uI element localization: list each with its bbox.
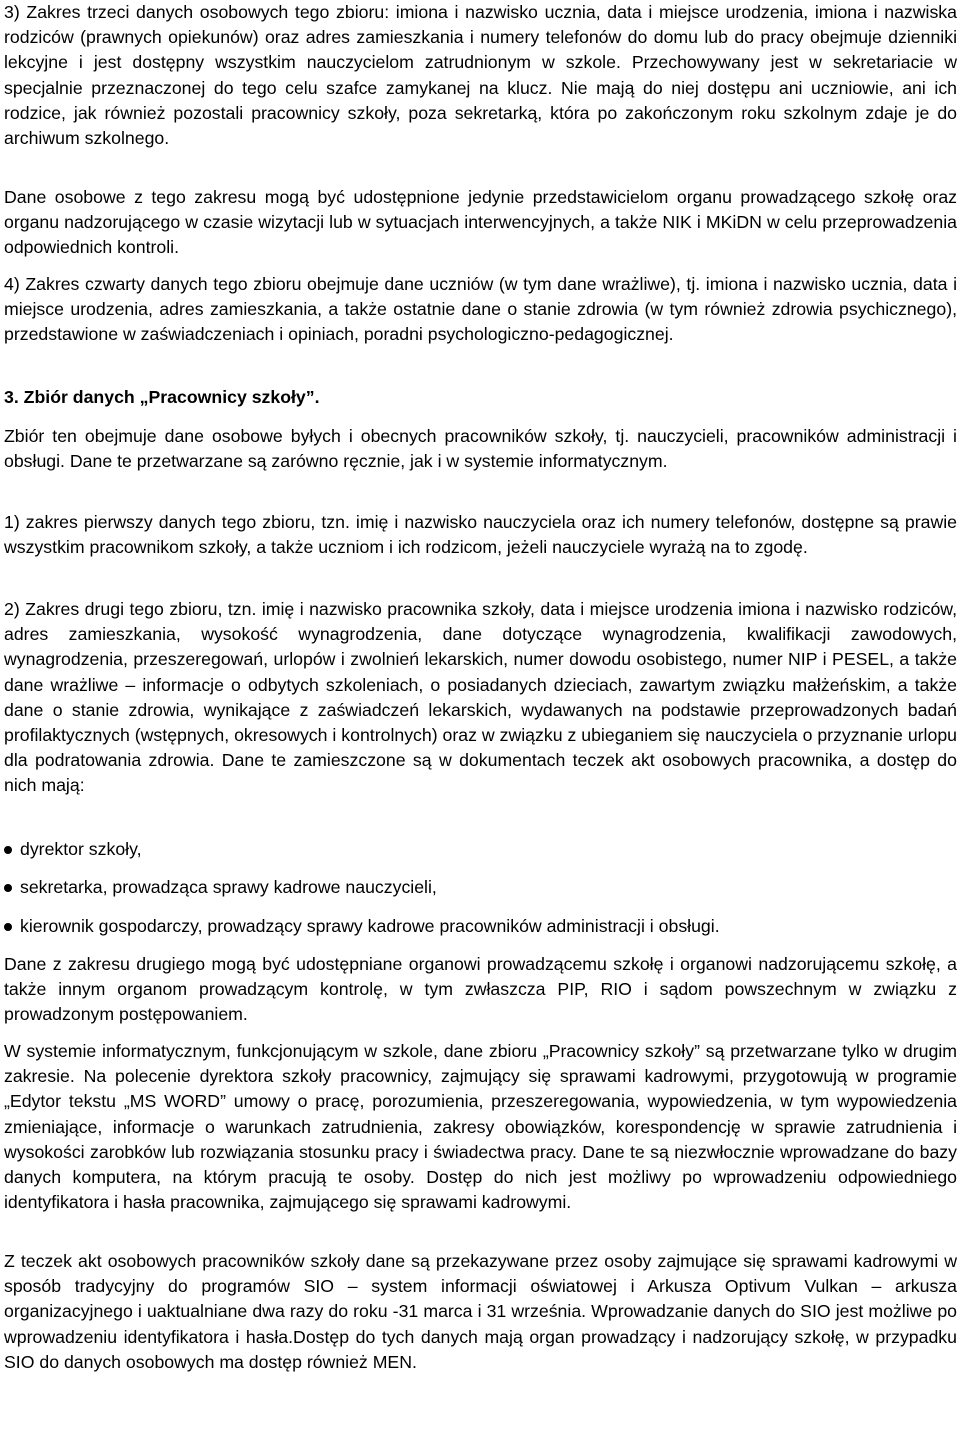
paragraph-zakres-drugi: 2) Zakres drugi tego zbioru, tzn. imię i nazwisko pracownika szkoły, data i miejsce urodzenia imiona i nazwisko rodziców, adres zamieszkania, wysokość wynagrodzenia, dane dotyczące wynagrodzenia, kwalifikacji zawodowych, wynagrodzenia, przeszeregowań, urlopów i zwolnień lekarskich, numer dowodu osobistego, numer NIP i PESEL, a także dane wrażliwe – informacje o odbytych szkoleniach, o posiadanych dzieciach, zawartym związku małżeńskim, a także dane o stanie zdrowia, wynikające z zaświadczeń lekarskich, wydawanych na podstawie przeprowadzonych badań profilaktycznych (wstępnych, okresowych i kontrolnych) oraz w związku z ubieganiem się nauczyciela o przyznanie urlopu dla podratowania zdrowia. Dane te zamieszczone są w dokumentach teczek akt osobowych pracownika, a dostęp do nich mają: [4,599,957,796]
paragraph-udostepnianie-danych: Dane osobowe z tego zakresu mogą być udostępnione jedynie przedstawicielom organu prowadzącego szkołę oraz organu nadzorującego w czasie wizytacji lub w sytuacjach interwencyjnych, a także NIK i MKiDN w celu przeprowadzenia odpowiednich kontroli. [4,187,957,258]
paragraph-zakres-trzeci: 3) Zakres trzeci danych osobowych tego zbioru: imiona i nazwisko ucznia, data i miejsce urodzenia, imiona i nazwiska rodziców (prawnych opiekunów) oraz adres zamieszkania i numery telefonów do domu lub do pracy obejmuje dzienniki lekcyjne i jest dostępny wszystkim nauczycielom zatrudnionym w szkole. Przechowywany jest w sekretariacie w specjalnie przeznaczonej do tego celu szafce zamykanej na klucz. Nie mają do niej dostępu ani uczniowie, ani ich rodzice, jak również pozostali pracownicy szkoły, poza sekretarką, która po zakończonym roku szkolnym zdaje je do archiwum szkolnego. [4,2,957,149]
list-item-text: kierownik gospodarczy, prowadzący sprawy kadrowe pracowników administracji i obsługi. [20,916,720,936]
section-heading-pracownicy: 3. Zbiór danych „Pracownicy szkoły”. [4,387,320,407]
list-item [4,875,944,900]
bullet-icon [4,923,12,931]
list-item-text: sekretarka, prowadząca sprawy kadrowe nauczycieli, [20,877,437,897]
paragraph-zakres-pierwszy: 1) zakres pierwszy danych tego zbioru, tzn. imię i nazwisko nauczyciela oraz ich numery telefonów, dostępne są prawie wszystkim pracownikom szkoły, a także uczniom i ich rodzicom, jeżeli nauczyciele wyrażą na to zgodę. [4,512,957,558]
list-item-text: dyrektor szkoły, [20,839,142,859]
list-item [4,837,944,862]
list-item [4,914,944,939]
bullet-icon [4,846,12,854]
paragraph-zbior-opis: Zbiór ten obejmuje dane osobowe byłych i obecnych pracowników szkoły, tj. nauczycieli, pracowników administracji i obsługi. Dane te przetwarzane są zarówno ręcznie, jak i w systemie informatycznym. [4,426,957,472]
paragraph-system-informatyczny: W systemie informatycznym, funkcjonującym w szkole, dane zbioru „Pracownicy szkoły” są przetwarzane tylko w drugim zakresie. Na polecenie dyrektora szkoły pracownicy, zajmujący się sprawami kadrowymi, przygotowują w programie „Edytor tekstu „MS WORD” umowy o pracę, porozumienia, przeszeregowania, wypowiedzenia, w tym wypowiedzenia zmieniające, informacje o warunkach zatrudnienia, zakresy obowiązków, korespondencję w sprawie zatrudnienia i wysokości zarobków lub rozwiązania stosunku pracy i świadectwa pracy. Dane te są niezwłocznie wprowadzane do bazy danych komputera, na którym pracują te osoby. Dostęp do nich jest możliwy po wprowadzeniu odpowiedniego identyfikatora i hasła pracownika, zajmującego się sprawami kadrowymi. [4,1041,957,1213]
paragraph-zakres-czwarty: 4) Zakres czwarty danych tego zbioru obejmuje dane uczniów (w tym dane wrażliwe), tj. imiona i nazwisko ucznia, data i miejsce urodzenia, adres zamieszkania, a także ostatnie dane o stanie zdrowia (w tym również zdrowia psychicznego), przedstawione w zaświadczeniach i opiniach, poradni psychologiczno-pedagogicznej. [4,274,957,345]
paragraph-zakres-drugi-udostepnianie: Dane z zakresu drugiego mogą być udostępniane organowi prowadzącemu szkołę i organowi nadzorującemu szkołę, a także innym organom prowadzącym kontrolę, w tym zwłaszcza PIP, RIO i sądom powszechnym w związku z prowadzonym postępowaniem. [4,954,957,1025]
paragraph-teczki-akt: Z teczek akt osobowych pracowników szkoły dane są przekazywane przez osoby zajmujące się sprawami kadrowymi w sposób tradycyjny do programów SIO – system informacji oświatowej i Arkusza Optivum Vulkan – arkusza organizacyjnego i uaktualniane dwa razy do roku -31 marca i 31 września. Wprowadzanie danych do SIO jest możliwe po wprowadzeniu identyfikatora i hasła.Dostęp do tych danych mają organ prowadzący i nadzorujący szkołę, w przypadku SIO do danych osobowych ma dostęp również MEN. [4,1251,957,1372]
bullet-icon [4,884,12,892]
